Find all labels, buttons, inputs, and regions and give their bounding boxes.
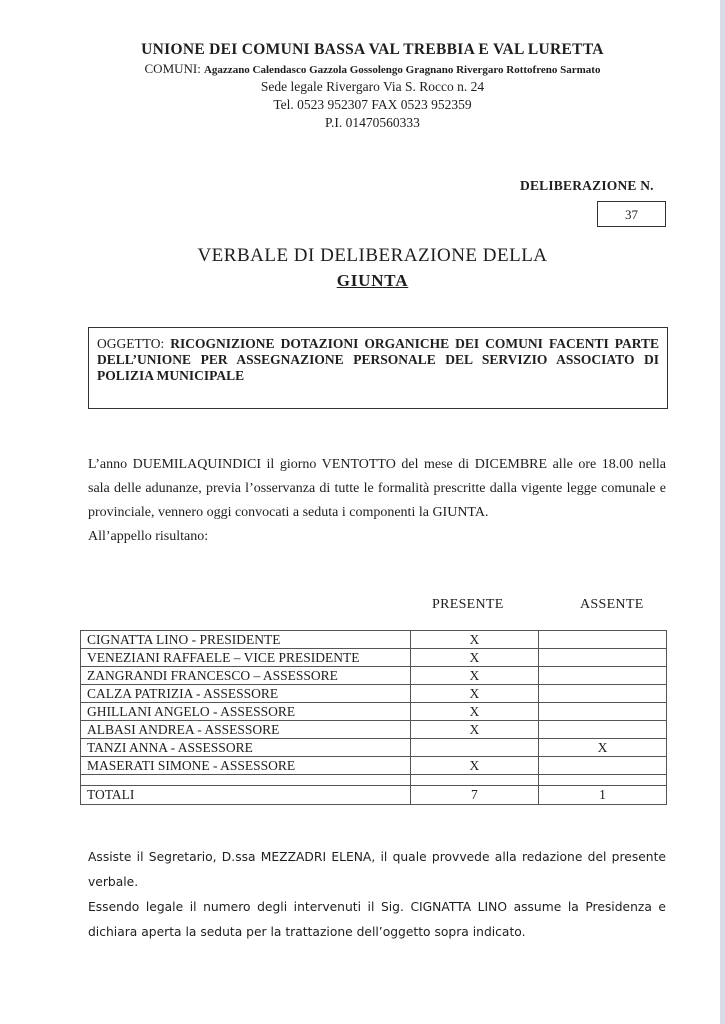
subject-text: RICOGNIZIONE DOTAZIONI ORGANICHE DEI COMUNI FACENTI PARTE DELL’UNIONE PER ASSEGNAZIONE PERSONALE DEL SERVIZIO ASSOCIATO DI POLIZIA MUNICIPALE: [97, 336, 660, 383]
assente-mark: X: [538, 739, 666, 757]
assente-mark: [538, 667, 666, 685]
table-row: [81, 649, 667, 667]
table-row: [81, 703, 667, 721]
subject-box: [88, 327, 668, 409]
member-name: ZANGRANDI FRANCESCO – ASSESSORE: [81, 667, 411, 685]
attendance-table: [80, 630, 667, 805]
empty-cell: [538, 775, 666, 786]
presente-mark: X: [410, 685, 538, 703]
comuni-label: COMUNI:: [144, 61, 201, 76]
table-row: [81, 631, 667, 649]
assente-mark: [538, 703, 666, 721]
intro-text: [88, 453, 666, 549]
letterhead: [0, 40, 725, 132]
table-row: [81, 739, 667, 757]
member-name: CALZA PATRIZIA - ASSESSORE: [81, 685, 411, 703]
totals-row: [81, 786, 667, 805]
table-row: [81, 721, 667, 739]
totals-assente: 1: [538, 786, 666, 805]
member-name: CIGNATTA LINO - PRESIDENTE: [81, 631, 411, 649]
presente-mark: X: [410, 757, 538, 775]
presente-mark: X: [410, 703, 538, 721]
presente-mark: [410, 739, 538, 757]
presente-mark: X: [410, 649, 538, 667]
presidency-paragraph: Essendo legale il numero degli intervenuti il Sig. CIGNATTA LINO assume la Presidenza e dichiara aperta la seduta per la trattazione dell’oggetto sopra indicato.: [88, 900, 666, 939]
legal-address: Sede legale Rivergaro Via S. Rocco n. 24: [260, 79, 485, 94]
deliberation-number-label: DELIBERAZIONE N.: [520, 178, 654, 193]
phone-fax: Tel. 0523 952307 FAX 0523 952359: [273, 97, 472, 112]
document-title: [160, 244, 585, 293]
assente-mark: [538, 649, 666, 667]
deliberation-number-box: 37: [597, 201, 666, 227]
table-row: [81, 685, 667, 703]
document-title-line2: GIUNTA: [336, 271, 409, 290]
table-row: [81, 757, 667, 775]
presente-mark: X: [410, 631, 538, 649]
totals-presente: 7: [410, 786, 538, 805]
member-name: ALBASI ANDREA - ASSESSORE: [81, 721, 411, 739]
assente-mark: [538, 631, 666, 649]
member-name: VENEZIANI RAFFAELE – VICE PRESIDENTE: [81, 649, 411, 667]
table-row: [81, 667, 667, 685]
member-name: GHILLANI ANGELO - ASSESSORE: [81, 703, 411, 721]
document-title-line1: VERBALE DI DELIBERAZIONE DELLA: [197, 245, 548, 266]
totals-label: TOTALI: [81, 786, 411, 805]
assente-mark: [538, 757, 666, 775]
empty-cell: [410, 775, 538, 786]
assente-mark: [538, 685, 666, 703]
secretary-paragraph: Assiste il Segretario, D.ssa MEZZADRI ELENA, il quale provvede alla redazione del presente verbale.: [88, 850, 666, 889]
assente-mark: [538, 721, 666, 739]
closing-text: [88, 845, 666, 945]
subject-label: OGGETTO:: [97, 336, 165, 351]
empty-cell: [81, 775, 411, 786]
presente-mark: X: [410, 667, 538, 685]
page-edge-shadow: [720, 0, 725, 1024]
comuni-names: Agazzano Calendasco Gazzola Gossolengo Gragnano Rivergaro Rottofreno Sarmato: [203, 64, 601, 76]
column-header-assente: ASSENTE: [580, 597, 644, 612]
roll-call-line: All’appello risultano:: [88, 529, 209, 544]
member-name: MASERATI SIMONE - ASSESSORE: [81, 757, 411, 775]
vat-number: P.I. 01470560333: [325, 115, 420, 130]
member-name: TANZI ANNA - ASSESSORE: [81, 739, 411, 757]
column-header-presente: PRESENTE: [432, 597, 504, 612]
intro-paragraph: L’anno DUEMILAQUINDICI il giorno VENTOTTO del mese di DICEMBRE alle ore 18.00 nella sala delle adunanze, previa l’osservanza di tutte le formalità prescritte dalla vigente legge comunale e provinciale, vennero oggi convocati a seduta i componenti la GIUNTA.: [88, 457, 666, 520]
member-municipalities: [0, 61, 725, 78]
table-spacer-row: [81, 775, 667, 786]
union-title: UNIONE DEI COMUNI BASSA VAL TREBBIA E VAL LURETTA: [141, 41, 604, 58]
presente-mark: X: [410, 721, 538, 739]
